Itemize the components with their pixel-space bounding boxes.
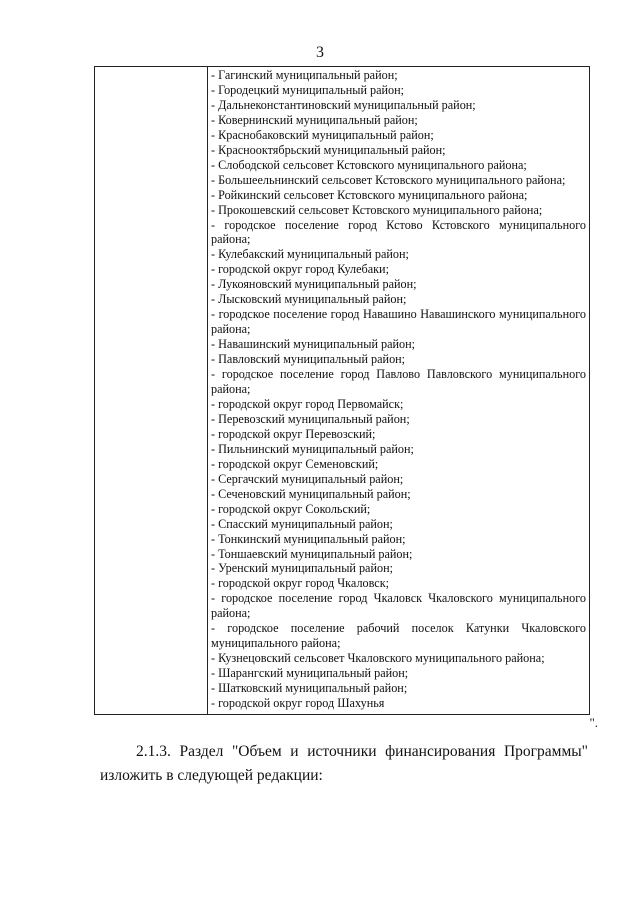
list-item: - городское поселение город Кстово Кстовского муниципального района;	[211, 217, 586, 247]
list-item: - Кузнецовский сельсовет Чкаловского муниципального района;	[211, 651, 545, 666]
list-item: - Тонкинский муниципальный район;	[211, 531, 406, 546]
closing-quote: ".	[589, 715, 598, 730]
list-item: - городское поселение город Чкаловск Чкаловского муниципального района;	[211, 591, 586, 621]
page-number: 3	[316, 44, 324, 61]
section-continuation-line: изложить в следующей редакции:	[100, 767, 323, 784]
list-item: - городское поселение город Навашино Навашинского муниципального района;	[211, 307, 586, 337]
list-item: - Городецкий муниципальный район;	[211, 82, 405, 97]
list-item: - городской округ город Чкаловск;	[211, 576, 390, 591]
list-item: - Прокошевский сельсовет Кстовского муниципального района;	[211, 202, 543, 217]
list-item: - Сеченовский муниципальный район;	[211, 486, 411, 501]
list-item: - Ковернинский муниципальный район;	[211, 112, 418, 127]
list-item: - городской округ Перевозский;	[211, 426, 376, 441]
list-item: - городское поселение город Павлово Павловского муниципального района;	[211, 367, 586, 397]
list-item: - Спасский муниципальный район;	[211, 516, 393, 531]
list-item: - Слободской сельсовет Кстовского муниципального района;	[211, 157, 527, 172]
list-item: - Краснобаковский муниципальный район;	[211, 127, 434, 142]
list-item: - городской округ город Кулебаки;	[211, 262, 389, 277]
list-item: - Шарангский муниципальный район;	[211, 666, 409, 681]
list-item: - Пильнинский муниципальный район;	[211, 441, 414, 456]
list-item: - Лысковский муниципальный район;	[211, 292, 407, 307]
list-item: - Шатковский муниципальный район;	[211, 681, 408, 696]
list-item: - городской округ город Первомайск;	[211, 396, 404, 411]
list-item: - городское поселение рабочий поселок Катунки Чкаловского муниципального района;	[211, 621, 586, 651]
section-paragraph	[100, 740, 588, 788]
list-item: - городской округ Семеновский;	[211, 456, 379, 471]
list-item: - Тоншаевский муниципальный район;	[211, 546, 413, 561]
section-heading-line: 2.1.3. Раздел "Объем и источники финансирования Программы"	[136, 743, 588, 760]
list-item: - Сергачский муниципальный район;	[211, 471, 404, 486]
list-item: - Большеельнинский сельсовет Кстовского муниципального района;	[211, 172, 566, 187]
list-item: - Уренский муниципальный район;	[211, 561, 393, 576]
list-item: - городской округ город Шахунья	[211, 696, 385, 711]
list-item: - Краснооктябрьский муниципальный район;	[211, 142, 446, 157]
list-item: - Гагинский муниципальный район;	[211, 68, 398, 82]
list-item: - Кулебакский муниципальный район;	[211, 247, 409, 262]
list-item: - Лукояновский муниципальный район;	[211, 277, 417, 292]
list-item: - Дальнеконстантиновский муниципальный район;	[211, 97, 476, 112]
municipality-list	[211, 68, 586, 711]
document-table	[94, 66, 590, 715]
list-item: - Перевозский муниципальный район;	[211, 411, 410, 426]
list-item: - Навашинский муниципальный район;	[211, 337, 416, 352]
list-item: - Ройкинский сельсовет Кстовского муниципального района;	[211, 187, 528, 202]
list-item: - городской округ Сокольский;	[211, 501, 371, 516]
table-column-divider	[207, 67, 208, 714]
list-item: - Павловский муниципальный район;	[211, 352, 406, 367]
